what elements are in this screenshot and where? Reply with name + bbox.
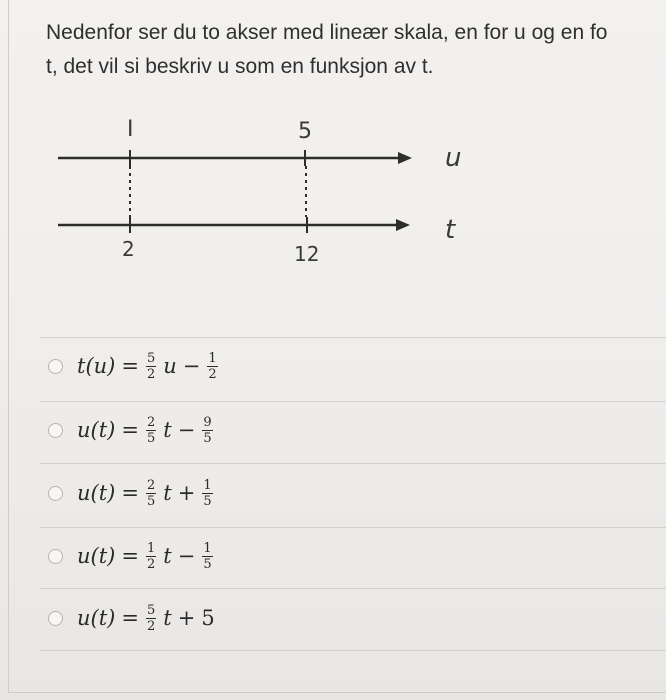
equals-sign: =: [121, 418, 139, 442]
variable: t: [163, 544, 172, 568]
numerator: 2: [146, 414, 156, 430]
option-formula: [77, 542, 214, 571]
divider: [40, 527, 666, 528]
question-line-1: Nedenfor ser du to akser med lineær skala, en for u og en fo: [46, 21, 608, 44]
divider: [40, 588, 666, 589]
divider: [40, 650, 666, 651]
t-axis-arrow: [396, 219, 410, 231]
radio-button[interactable]: [48, 611, 63, 626]
denominator: 2: [146, 366, 156, 382]
denominator: 5: [146, 430, 156, 446]
answer-option-5[interactable]: [48, 600, 215, 636]
operator: −: [182, 354, 201, 378]
fraction-b: [202, 479, 212, 508]
t-tick-label-1: 2: [122, 237, 135, 261]
numerator: 5: [146, 350, 156, 366]
numerator: 9: [203, 414, 212, 430]
question-frame: [8, 0, 666, 693]
denominator: 5: [146, 493, 156, 509]
equals-sign: =: [121, 544, 139, 568]
numerator: 2: [146, 477, 156, 493]
denominator: 2: [208, 366, 217, 382]
answer-option-2[interactable]: [48, 412, 214, 448]
answer-option-1[interactable]: [48, 348, 219, 384]
radio-button[interactable]: [48, 359, 63, 374]
variable: t: [163, 418, 172, 442]
fraction-a: [146, 352, 156, 381]
radio-button[interactable]: [48, 549, 63, 564]
formula-lhs: u(t): [77, 606, 116, 630]
question-line-2: t, det vil si beskriv u som en funksjon av t.: [46, 55, 434, 78]
question-text: [46, 16, 666, 84]
t-axis-label: t: [445, 215, 456, 245]
fraction-a: [146, 479, 156, 508]
numerator: 1: [208, 350, 217, 366]
fraction-a: [146, 604, 156, 633]
denominator: 5: [203, 430, 212, 446]
denominator: 5: [203, 556, 212, 572]
denominator: 5: [203, 493, 212, 509]
radio-button[interactable]: [48, 423, 63, 438]
divider: [40, 463, 666, 464]
u-axis-arrow: [398, 152, 412, 164]
option-formula: [77, 479, 214, 508]
numerator: 5: [146, 602, 156, 618]
denominator: 2: [146, 618, 156, 634]
u-axis-label: u: [445, 143, 462, 173]
operator: +: [177, 481, 196, 505]
variable: u: [163, 354, 177, 378]
answer-option-4[interactable]: [48, 538, 214, 574]
variable: t: [163, 606, 172, 630]
axes-diagram: [40, 108, 480, 278]
fraction-a: [146, 416, 156, 445]
divider: [40, 401, 666, 402]
fraction-b: [202, 416, 212, 445]
formula-lhs: u(t): [77, 418, 116, 442]
formula-lhs: u(t): [77, 544, 116, 568]
variable: t: [163, 481, 172, 505]
radio-button[interactable]: [48, 486, 63, 501]
answer-option-3[interactable]: [48, 475, 214, 511]
numerator: 1: [203, 540, 212, 556]
t-tick-label-2: 12: [294, 242, 320, 266]
operator: +: [177, 606, 196, 630]
equals-sign: =: [121, 606, 139, 630]
option-formula: [77, 416, 214, 445]
operator: −: [177, 544, 196, 568]
denominator: 2: [146, 556, 156, 572]
equals-sign: =: [121, 354, 139, 378]
fraction-b: [207, 352, 217, 381]
operator: −: [177, 418, 196, 442]
u-tick-label-2: 5: [298, 119, 312, 144]
equals-sign: =: [121, 481, 139, 505]
constant: 5: [201, 606, 215, 630]
numerator: 1: [146, 540, 156, 556]
option-formula: [77, 604, 215, 633]
option-formula: [77, 352, 219, 381]
numerator: 1: [203, 477, 212, 493]
formula-lhs: u(t): [77, 481, 116, 505]
fraction-a: [146, 542, 156, 571]
fraction-b: [202, 542, 212, 571]
formula-lhs: t(u): [77, 354, 116, 378]
divider: [40, 337, 666, 338]
u-tick-label-1: I: [127, 117, 134, 142]
